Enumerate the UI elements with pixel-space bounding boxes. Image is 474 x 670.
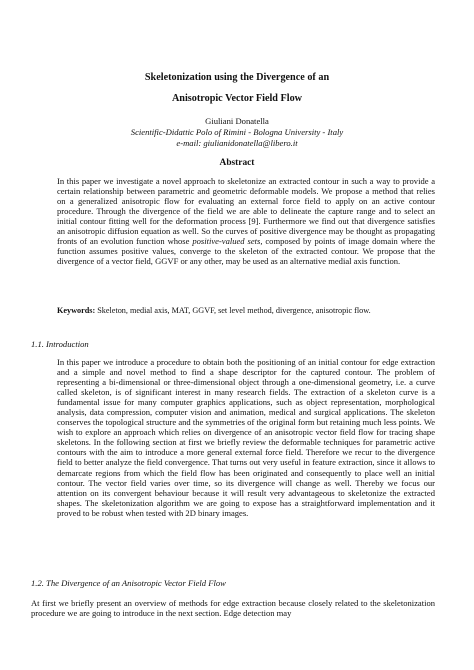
author-affiliation: Scientific-Didattic Polo of Rimini - Bologna University - Italy	[130, 127, 344, 137]
keywords-text: Skeleton, medial axis, MAT, GGVF, set level method, divergence, anisotropic flow.	[95, 306, 371, 315]
section-1-body	[57, 357, 435, 518]
abstract-body	[57, 176, 435, 266]
section-1-heading: 1.1. Introduction	[31, 339, 89, 349]
section-2-heading: 1.2. The Divergence of an Anisotropic Vector Field Flow	[31, 578, 226, 588]
abstract-heading: Abstract	[219, 158, 255, 168]
keywords-label: Keywords:	[57, 306, 96, 315]
paper-title-line-1: Skeletonization using the Divergence of an	[144, 72, 330, 83]
author-email: e-mail: giulianidonatella@libero.it	[176, 138, 298, 148]
keywords-line	[57, 306, 435, 316]
author-name: Giuliani Donatella	[205, 116, 269, 126]
section-2-body	[31, 598, 435, 618]
section-2-text: At first we briefly present an overview of methods for edge extraction because closely related to the skeletonization procedure we are going to introduce in the next section. Edge detection may	[31, 598, 435, 619]
section-1-text: In this paper we introduce a procedure to obtain both the positioning of an initial contour for edge extraction and a simple and novel method to find a shape descriptor for the captured contour. The problem of representing a bi-dimensional or three-dimensional object through a one-dimensional geometry, i.e. a curve called skeleton, is of significant interest in many research fields. The extraction of a skeleton curve is a fundamental issue for many computer graphics applications, such as object representation, morphological analysis, data compression, computer vision and animation, medical and surgical applications. The skeleton conserves the topological structure and the symmetries of the original form but retaining much less points. We wish to explore an approach which relies on divergence of an anisotropic vector field flow for tracing shape skeletons. In the following section at first we briefly review the deformable techniques for parametric active contours with the aim to introduce a more general external force field. Therefore we recur to the divergence field to better analyze the field convergence. That turns out very useful in feature extraction, since it allows to demarcate regions from which the field flow has been originated and consequently to place well an initial contour. The vector field varies over time, so its divergence will change as well. Thereby we focus our attention on its convergent behaviour because it will result very advantageous to skeletonize the extracted shapes. The skeletonization algorithm we are going to expose has a straightforward implementation and it proved to be robust when tested with 2D binary images.	[57, 357, 435, 518]
abstract-text: In this paper we investigate a novel approach to skeletonize an extracted contour in such a way to provide a certain relationship between parametric and geometric deformable models. We propose a method that relies on a generalized anisotropic flow for evaluating an external force field to apply on an active contour procedure. Through the divergence of the field we are able to delineate the capture range and to select an initial contour fitting well for the deformation process [9]. Furthermore we find out that divergence satisfies an anisotropic diffusion equation as well. So the curves of positive divergence may be thought as propagating fronts of an evolution function whose positive-valued sets, composed by points of image domain where the function assumes positive values, converge to the skeleton of the extracted contour. We propose that the divergence of a vector field, GGVF or any other, may be used as an alternative medial axis function.	[57, 176, 435, 267]
paper-title-line-2: Anisotropic Vector Field Flow	[171, 93, 303, 104]
